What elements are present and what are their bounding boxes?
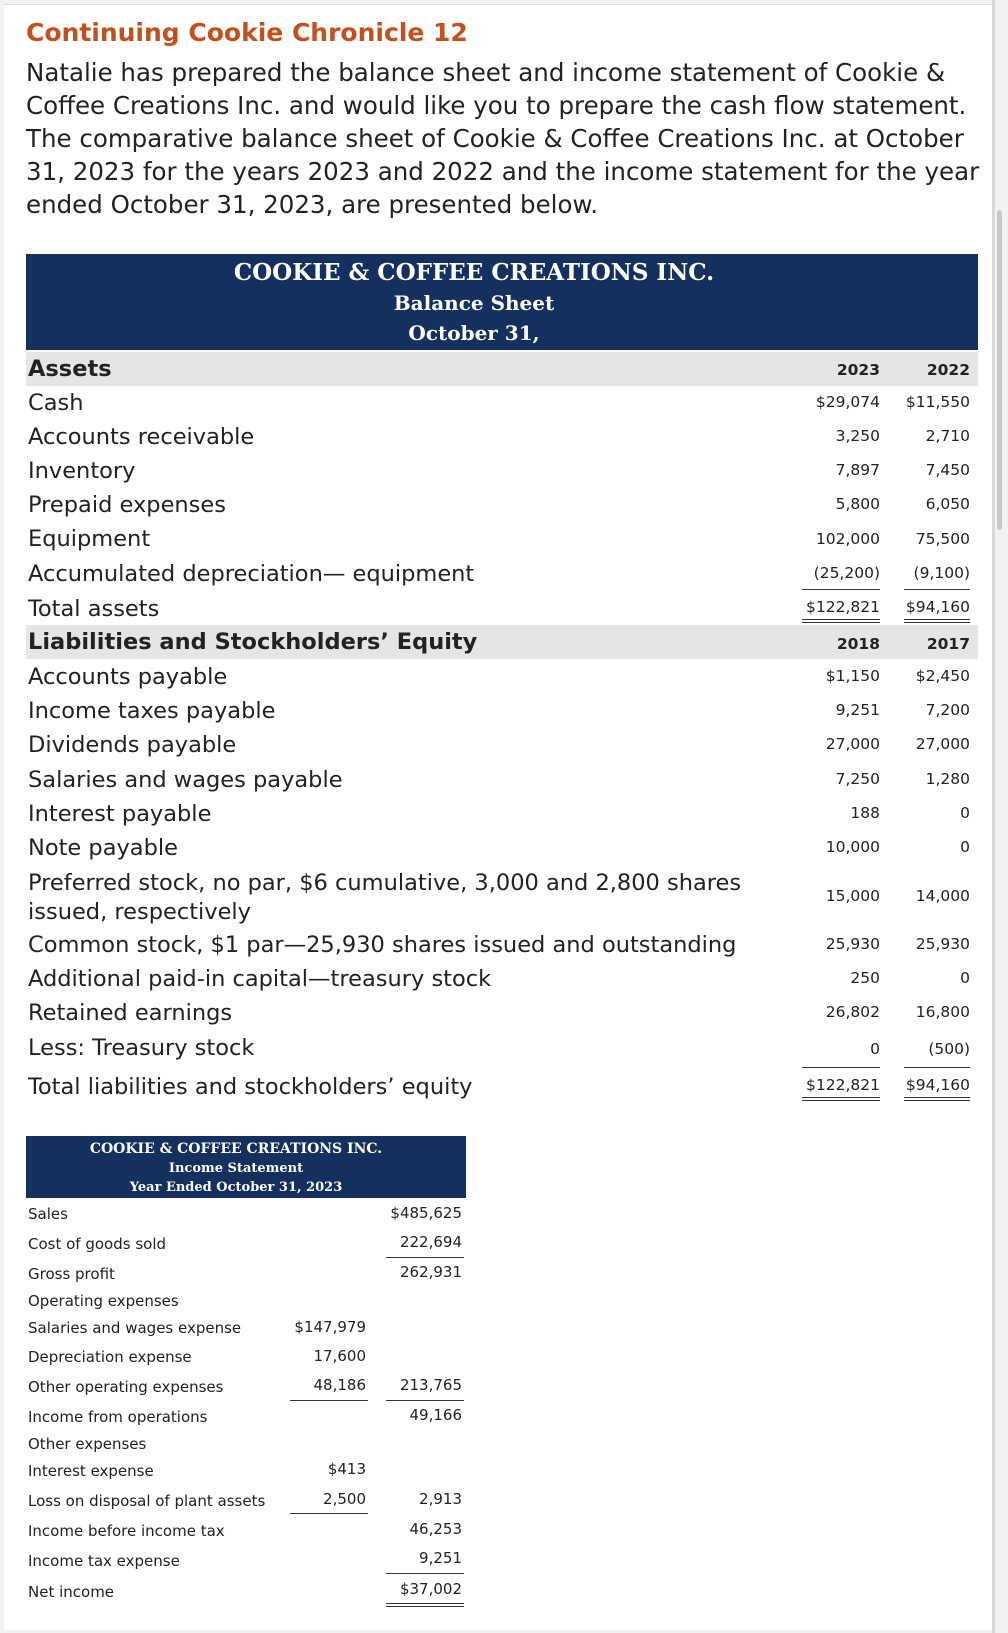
liability-label: Less: Treasury stock — [28, 1035, 255, 1061]
balance-sheet-company: COOKIE & COFFEE CREATIONS INC. — [233, 259, 715, 286]
window-edge — [992, 0, 995, 1633]
asset-value-2023: 5,800 — [835, 495, 880, 513]
income-row-label: Loss on disposal of plant assets — [28, 1492, 266, 1510]
asset-value-2023: (25,200) — [813, 564, 880, 582]
asset-label: Equipment — [28, 526, 151, 552]
assets-year-2022: 2022 — [926, 361, 970, 379]
liability-label: Salaries and wages payable — [28, 767, 343, 793]
double-rule — [386, 1606, 464, 1607]
chronicle-title: Continuing Cookie Chronicle 12 — [26, 18, 468, 47]
asset-value-2023: 3,250 — [835, 427, 880, 445]
asset-label: Prepaid expenses — [28, 492, 226, 518]
subtotal-rule — [386, 1400, 464, 1401]
liability-value-2018: 7,250 — [835, 770, 880, 788]
liability-value-2018: 25,930 — [825, 935, 880, 953]
liability-label: Retained earnings — [28, 1000, 233, 1026]
net-income-value: $37,002 — [399, 1580, 462, 1598]
liability-value-2018: 188 — [850, 804, 880, 822]
asset-value-2022: $11,550 — [905, 393, 970, 411]
asset-label: Inventory — [28, 458, 136, 484]
liability-value-2018: 250 — [850, 969, 880, 987]
income-row-amount: 2,500 — [323, 1490, 366, 1508]
subtotal-rule — [290, 1513, 368, 1514]
balance-sheet-title: Balance Sheet — [393, 291, 555, 315]
chronicle-intro: Natalie has prepared the balance sheet and income statement of Cookie & Coffee Creations Inc. and would like you to prepare the cash flow statement. The comparative balance sheet of Cookie & Coffee Creations Inc. at October 31, 2023 for the years 2023 and 2022 and the income statement for the year ended October 31, 2023, are presented below. — [26, 58, 980, 219]
liability-label: Income taxes payable — [28, 698, 276, 724]
income-row-label: Interest expense — [28, 1462, 154, 1480]
income-row-amount: $147,979 — [294, 1318, 366, 1336]
subtotal-rule — [386, 1257, 464, 1258]
assets-heading: Assets — [28, 356, 112, 382]
liability-label: Preferred stock, no par, $6 cumulative, 3,000 and 2,800 shares issued, respectively — [28, 870, 742, 925]
income-row-total: 222,694 — [399, 1233, 462, 1251]
balance-sheet-date: October 31, — [408, 321, 540, 345]
liability-value-2018: $1,150 — [825, 667, 880, 685]
income-row-label: Gross profit — [28, 1265, 115, 1283]
income-row-label: Income from operations — [28, 1408, 208, 1426]
liability-value-2018: 15,000 — [825, 887, 880, 905]
asset-value-2022: 7,450 — [925, 461, 970, 479]
liability-label: Accounts payable — [28, 664, 228, 690]
liability-label: Additional paid-in capital—treasury stock — [28, 966, 492, 992]
income-row-total: 49,166 — [409, 1406, 462, 1424]
income-row-amount: $413 — [327, 1460, 366, 1478]
liability-label: Common stock, $1 par—25,930 shares issued and outstanding — [28, 932, 737, 958]
asset-label: Accounts receivable — [28, 424, 255, 450]
income-statement-title: Income Statement — [168, 1161, 304, 1176]
liability-value-2018: 27,000 — [825, 735, 880, 753]
income-statement-company: COOKIE & COFFEE CREATIONS INC. — [89, 1141, 383, 1157]
total-liabilities-label: Total liabilities and stockholders’ equity — [28, 1074, 473, 1100]
double-rule — [802, 622, 880, 623]
total-assets-2022: $94,160 — [905, 598, 970, 616]
total-assets-label: Total assets — [28, 596, 160, 622]
assets-year-2023: 2023 — [836, 361, 880, 379]
income-row-label: Depreciation expense — [28, 1348, 192, 1366]
income-row-label: Sales — [28, 1205, 68, 1223]
liability-value-2017: 16,800 — [915, 1003, 970, 1021]
subtotal-rule — [802, 589, 880, 590]
liability-value-2018: 26,802 — [825, 1003, 880, 1021]
income-row-total: 9,251 — [419, 1549, 462, 1567]
liability-value-2017: 7,200 — [925, 701, 970, 719]
subtotal-rule — [904, 589, 970, 590]
subtotal-rule — [904, 1067, 970, 1068]
asset-label: Accumulated depreciation— equipment — [28, 561, 475, 587]
liability-value-2017: 0 — [960, 804, 970, 822]
liability-label: Dividends payable — [28, 732, 237, 758]
subtotal-rule — [290, 1400, 368, 1401]
liabilities-heading: Liabilities and Stockholders’ Equity — [28, 629, 478, 655]
liability-value-2018: 9,251 — [835, 701, 880, 719]
liability-value-2018: 0 — [870, 1040, 880, 1058]
income-row-label: Other expenses — [28, 1435, 147, 1453]
liability-value-2017: $2,450 — [915, 667, 970, 685]
liability-value-2017: 27,000 — [915, 735, 970, 753]
double-rule — [904, 619, 970, 620]
double-rule — [802, 1100, 880, 1101]
double-rule — [802, 619, 880, 620]
total-assets-2023: $122,821 — [806, 598, 880, 616]
net-income-label: Net income — [28, 1583, 115, 1601]
income-row-label: Income before income tax — [28, 1522, 225, 1540]
liability-value-2017: 0 — [960, 969, 970, 987]
asset-value-2023: 102,000 — [815, 530, 880, 548]
liability-value-2017: 25,930 — [915, 935, 970, 953]
income-row-total: 2,913 — [419, 1490, 462, 1508]
liability-label: Interest payable — [28, 801, 212, 827]
total-liabilities-2017: $94,160 — [905, 1076, 970, 1094]
income-row-label: Salaries and wages expense — [28, 1319, 242, 1337]
subtotal-rule — [802, 1067, 880, 1068]
income-row-total: 46,253 — [409, 1520, 462, 1538]
income-row-label: Other operating expenses — [28, 1378, 224, 1396]
liabilities-year-2017: 2017 — [926, 635, 970, 653]
income-row-amount: 48,186 — [313, 1376, 366, 1394]
double-rule — [904, 1097, 970, 1098]
liability-value-2018: 10,000 — [825, 838, 880, 856]
income-row-label: Income tax expense — [28, 1552, 180, 1570]
double-rule — [904, 622, 970, 623]
income-row-total: 213,765 — [399, 1376, 462, 1394]
double-rule — [904, 1100, 970, 1101]
income-statement-header — [26, 1136, 466, 1198]
asset-value-2022: 75,500 — [915, 530, 970, 548]
income-row-amount: 17,600 — [313, 1347, 366, 1365]
income-row-label: Cost of goods sold — [28, 1235, 167, 1253]
liability-value-2017: 1,280 — [925, 770, 970, 788]
asset-label: Cash — [28, 390, 84, 416]
liability-value-2017: 14,000 — [915, 887, 970, 905]
income-statement-period: Year Ended October 31, 2023 — [129, 1180, 343, 1195]
subtotal-rule — [386, 1573, 464, 1574]
liability-value-2017: 0 — [960, 838, 970, 856]
asset-value-2022: 2,710 — [925, 427, 970, 445]
asset-value-2022: (9,100) — [913, 564, 970, 582]
total-liabilities-2018: $122,821 — [806, 1076, 880, 1094]
asset-value-2023: $29,074 — [815, 393, 880, 411]
income-row-total: 262,931 — [399, 1263, 462, 1281]
income-row-label: Operating expenses — [28, 1292, 179, 1310]
asset-value-2022: 6,050 — [925, 495, 970, 513]
scrollbar-thumb[interactable] — [997, 210, 1002, 530]
double-rule — [802, 1097, 880, 1098]
income-row-total: $485,625 — [390, 1204, 462, 1222]
liability-value-2017: (500) — [928, 1040, 970, 1058]
balance-sheet-header — [26, 254, 978, 350]
liabilities-year-2018: 2018 — [836, 635, 880, 653]
liability-label: Note payable — [28, 835, 178, 861]
double-rule — [386, 1603, 464, 1604]
asset-value-2023: 7,897 — [835, 461, 880, 479]
